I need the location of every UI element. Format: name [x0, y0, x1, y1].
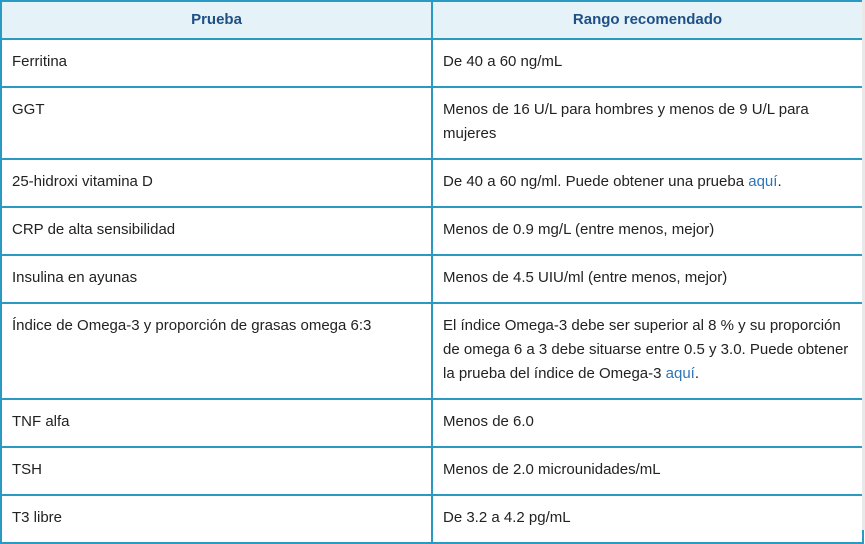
- table-row: [1, 39, 863, 87]
- header-range: Rango recomendado: [432, 1, 863, 39]
- table-row: [1, 495, 863, 543]
- test-name: TSH: [1, 447, 432, 495]
- range-suffix: .: [777, 173, 782, 190]
- omega3-test-link[interactable]: aquí: [665, 365, 695, 382]
- test-range-cell: [432, 303, 863, 399]
- test-range: De 40 a 60 ng/ml. Puede obtener una prueba: [443, 173, 749, 190]
- test-name: 25-hidroxi vitamina D: [1, 159, 432, 207]
- range-suffix: .: [694, 365, 700, 382]
- test-range: Menos de 2.0 microunidades/mL: [432, 447, 863, 495]
- test-range-cell: [432, 159, 863, 207]
- test-range: Menos de 16 U/L para hombres y menos de 9 U/L para mujeres: [432, 87, 863, 159]
- table-row: [1, 207, 863, 255]
- table-row: [1, 447, 863, 495]
- table-row: [1, 255, 863, 303]
- test-name: CRP de alta sensibilidad: [1, 207, 432, 255]
- test-range: De 40 a 60 ng/mL: [432, 39, 863, 87]
- test-range: El índice Omega-3 debe ser superior al 8 % y su proporción de omega 6 a 3 debe situarse entre 0.5 y 3.0. Puede obtener la prueba del índice de Omega-3: [443, 317, 849, 382]
- test-range: Menos de 0.9 mg/L (entre menos, mejor): [432, 207, 863, 255]
- table-row: [1, 303, 863, 399]
- table-header-row: [1, 1, 863, 39]
- table-row: [1, 87, 863, 159]
- test-name: Ferritina: [1, 39, 432, 87]
- test-range: De 3.2 a 4.2 pg/mL: [432, 495, 863, 543]
- table-row: [1, 159, 863, 207]
- vitamin-d-test-link[interactable]: aquí: [748, 173, 778, 190]
- test-name: Índice de Omega-3 y proporción de grasas omega 6:3: [1, 303, 432, 399]
- test-range: Menos de 4.5 UIU/ml (entre menos, mejor): [432, 255, 863, 303]
- test-range: Menos de 6.0: [432, 399, 863, 447]
- test-name: T3 libre: [1, 495, 432, 543]
- header-test: Prueba: [1, 1, 432, 39]
- table-row: [1, 399, 863, 447]
- test-name: GGT: [1, 87, 432, 159]
- test-name: Insulina en ayunas: [1, 255, 432, 303]
- test-name: TNF alfa: [1, 399, 432, 447]
